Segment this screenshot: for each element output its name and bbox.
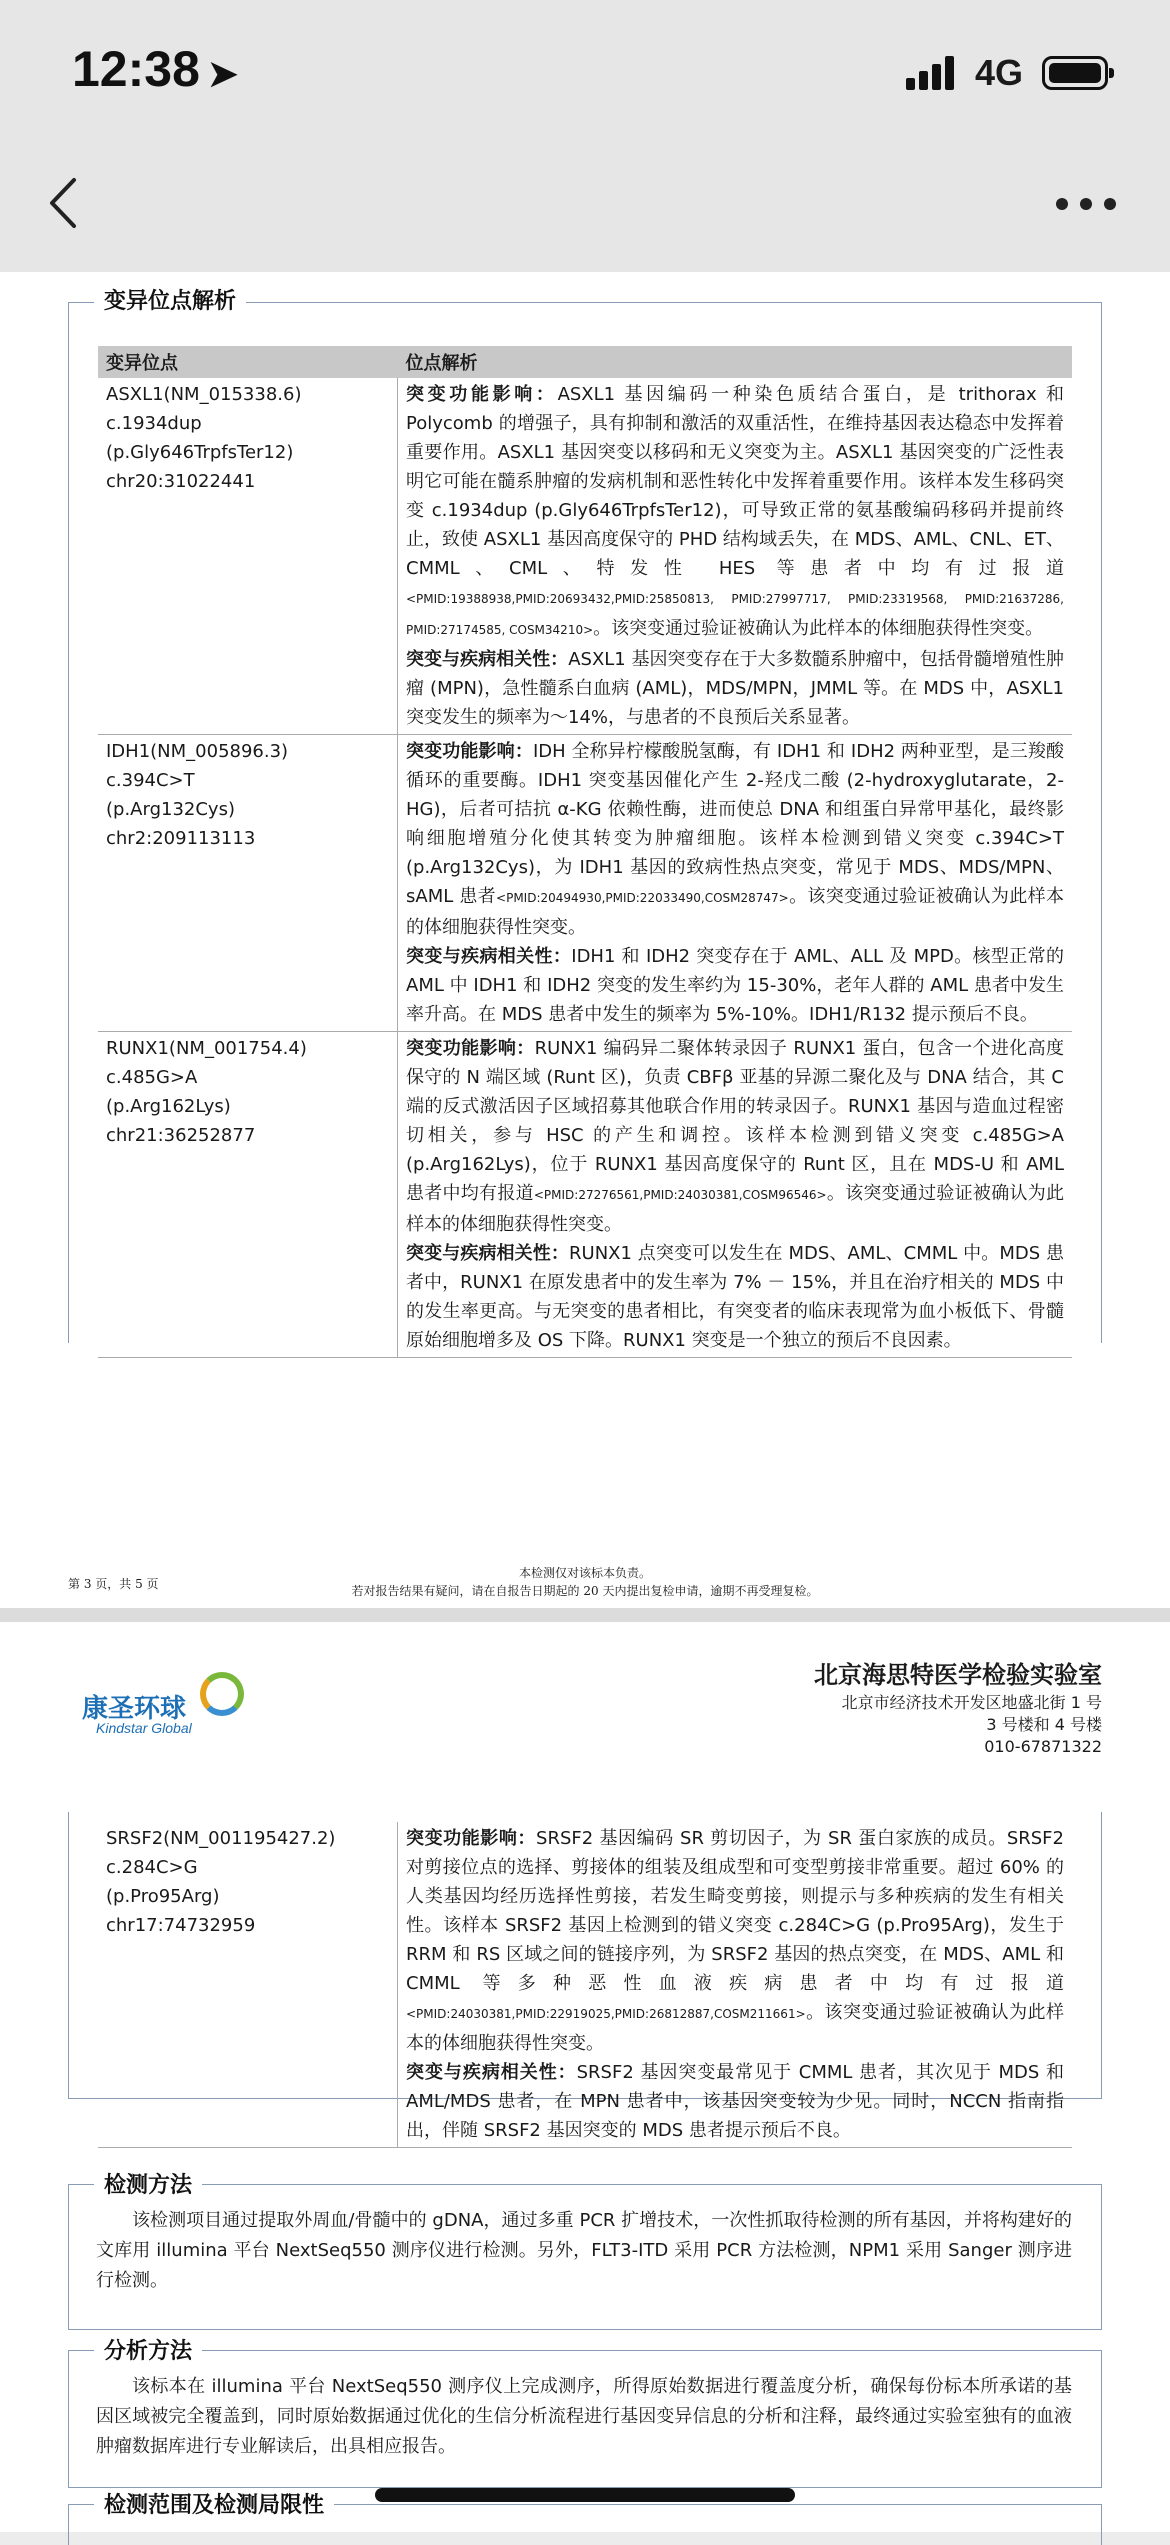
method-text: 该检测项目通过提取外周血/骨髓中的 gDNA，通过多重 PCR 扩增技术，一次性抓取待检测的所有基因，并将构建好的文库用 illumina 平台 NextSeq550 测序仪进行检测。另外，FLT3-ITD 采用 PCR 方法检测，NPM1 采用 Sanger 测序进行检测。 [96, 2210, 1072, 2291]
network-type: 4G [975, 52, 1024, 93]
variant-analysis: 突变功能影响：IDH 全称异柠檬酸脱氢酶，有 IDH1 和 IDH2 两种亚型，是三羧酸循环的重要酶。IDH1 突变基因催化产生 2-羟戊二酸 (2-hydroxyglutarate，2-HG)，后者可拮抗 α-KG 依赖性酶，进而使总 DNA 和组蛋白异常甲基化，最终影响细胞增殖分化使其转变为肿瘤细胞。该样本检测到错义突变 c.394C>T (p.Arg132Cys)，为 IDH1 基因的致病性热点突变，常见于 MDS、MDS/MPN、sAML 患者<PMID:20494930,PMID:22033490,COSM28747>。该突变通过验证被确认为此样本的体细胞获得性突变。 突变与疾病相关性：IDH1 和 IDH2 突变存在于 AML、ALL 及 MPD。核型正常的 AML 中 IDH1 和 IDH2 突变的发生率约为 15-30%，老年人群的 AML 患者中发生率升高。在 MDS 患者中发生的频率为 5%-10%。IDH1/R132 提示预后不良。 [398, 735, 1073, 1032]
variant-site: ASXL1(NM_015338.6) c.1934dup (p.Gly646TrpfsTer12) chr20:31022441 [98, 378, 398, 735]
report-page-4 [0, 1622, 1170, 2532]
variant-site: RUNX1(NM_001754.4) c.485G>A (p.Arg162Lys) chr21:36252877 [98, 1032, 398, 1358]
battery-icon [1042, 56, 1108, 90]
table-header-site: 变异位点 [98, 346, 398, 378]
variant-table [98, 1822, 1072, 2148]
page-divider [0, 1608, 1170, 1622]
footer-note: 若对报告结果有疑问，请在自报告日期起的 20 天内提出复检申请，逾期不再受理复检。 [351, 1584, 819, 1598]
table-header-analysis: 位点解析 [398, 346, 1073, 378]
section-title: 检测方法 [94, 2168, 202, 2199]
table-row [98, 1032, 1072, 1358]
section-title: 变异位点解析 [94, 284, 246, 315]
variant-analysis: 突变功能影响：ASXL1 基因编码一种染色质结合蛋白，是 trithorax 和 Polycomb 的增强子，具有抑制和激活的双重活性，在维持基因表达稳态中发挥着重要作用。ASXL1 基因突变以移码和无义突变为主。ASXL1 基因突变的广泛性表明它可能在髓系肿瘤的发病机制和恶性转化中发挥着重要作用。该样本发生移码突变 c.1934dup (p.Gly646TrpfsTer12)，可导致正常的氨基酸编码移码并提前终止，致使 ASXL1 基因高度保守的 PHD 结构域丢失，在 MDS、AML、CNL、ET、CMML、CML、特发性 HES 等患者中均有过报道<PMID:19388938,PMID:20693432,PMID:25850813, PMID:27997717, PMID:23319568, PMID:21637286, PMID:27174585, COSM34210>。该突变通过验证被确认为此样本的体细胞获得性突变。 突变与疾病相关性：ASXL1 基因突变存在于大多数髓系肿瘤中，包括骨髓增殖性肿瘤 (MPN)，急性髓系白血病 (AML)，MDS/MPN，JMML 等。在 MDS 中，ASXL1 突变发生的频率为～14%，与患者的不良预后关系显著。 [398, 378, 1073, 735]
footer-note: 本检测仅对该标本负责。 [518, 1566, 651, 1580]
variant-site: IDH1(NM_005896.3) c.394C>T (p.Arg132Cys) chr2:209113113 [98, 735, 398, 1032]
signal-icon [906, 56, 956, 90]
back-icon[interactable] [44, 176, 84, 230]
report-page-3 [0, 272, 1170, 1610]
section-title: 分析方法 [94, 2334, 202, 2365]
table-row [98, 735, 1072, 1032]
location-arrow-icon: ➤ [207, 53, 239, 94]
variant-site: SRSF2(NM_001195427.2) c.284C>G (p.Pro95Arg) chr17:74732959 [98, 1822, 398, 2148]
status-time: 12:38 ➤ [72, 41, 239, 97]
top-bar [0, 0, 1170, 272]
kindstar-logo: 康圣环球 Kindstar Global [82, 1666, 252, 1736]
lab-header: 北京海思特医学检验实验室 北京市经济技术开发区地盛北街 1 号 3 号楼和 4 号楼 010-67871322 [814, 1661, 1102, 1756]
variant-analysis: 突变功能影响：SRSF2 基因编码 SR 剪切因子，为 SR 蛋白家族的成员。SRSF2 对剪接位点的选择、剪接体的组装及组成型和可变型剪接非常重要。超过 60% 的人类基因均经历选择性剪接，若发生畸变剪接，则提示与多种疾病的发生有相关性。该样本 SRSF2 基因上检测到的错义突变 c.284C>G (p.Pro95Arg)，发生于 RRM 和 RS 区域之间的链接序列，为 SRSF2 基因的热点突变，在 MDS、AML 和 CMML 等多种恶性血液疾病患者中均有过报道<PMID:24030381,PMID:22919025,PMID:26812887,COSM211661>。该突变通过验证被确认为此样本的体细胞获得性突变。 突变与疾病相关性：SRSF2 基因突变最常见于 CMML 患者，其次见于 MDS 和 AML/MDS 患者，在 MPN 患者中，该基因突变较为少见。同时，NCCN 指南指出，伴随 SRSF2 基因突变的 MDS 患者提示预后不良。 [398, 1822, 1073, 2148]
logo-ring-icon [200, 1672, 244, 1716]
table-row [98, 378, 1072, 735]
table-row [98, 1822, 1072, 2148]
variant-table [98, 346, 1072, 1358]
analysis-text: 该标本在 illumina 平台 NextSeq550 测序仪上完成测序，所得原始数据进行覆盖度分析，确保每份标本所承诺的基因区域被完全覆盖到，同时原始数据通过优化的生信分析流程进行基因变异信息的分析和注释，最终通过实验室独有的血液肿瘤数据库进行专业解读后，出具相应报告。 [96, 2376, 1072, 2457]
page-number: 第 3 页，共 5 页 [68, 1577, 159, 1591]
variant-analysis: 突变功能影响：RUNX1 编码异二聚体转录因子 RUNX1 蛋白，包含一个进化高度保守的 N 端区域 (Runt 区)，负责 CBFβ 亚基的异源二聚化及与 DNA 结合，其 C 端的反式激活因子区域招募其他联合作用的转录因子。RUNX1 基因与造血过程密切相关，参与 HSC 的产生和调控。该样本检测到错义突变 c.485G>A (p.Arg162Lys)，位于 RUNX1 基因高度保守的 Runt 区，且在 MDS-U 和 AML 患者中均有报道<PMID:27276561,PMID:24030381,COSM96546>。该突变通过验证被确认为此样本的体细胞获得性突变。 突变与疾病相关性：RUNX1 点突变可以发生在 MDS、AML、CMML 中。MDS 患者中，RUNX1 在原发患者中的发生率为 7% － 15%，并且在治疗相关的 MDS 中的发生率更高。与无突变的患者相比，有突变者的临床表现常为血小板低下、骨髓原始细胞增多及 OS 下降。RUNX1 突变是一个独立的预后不良因素。 [398, 1032, 1073, 1358]
home-indicator[interactable] [375, 2488, 795, 2502]
more-icon[interactable] [1056, 198, 1116, 212]
section-title: 检测范围及检测局限性 [94, 2488, 334, 2519]
